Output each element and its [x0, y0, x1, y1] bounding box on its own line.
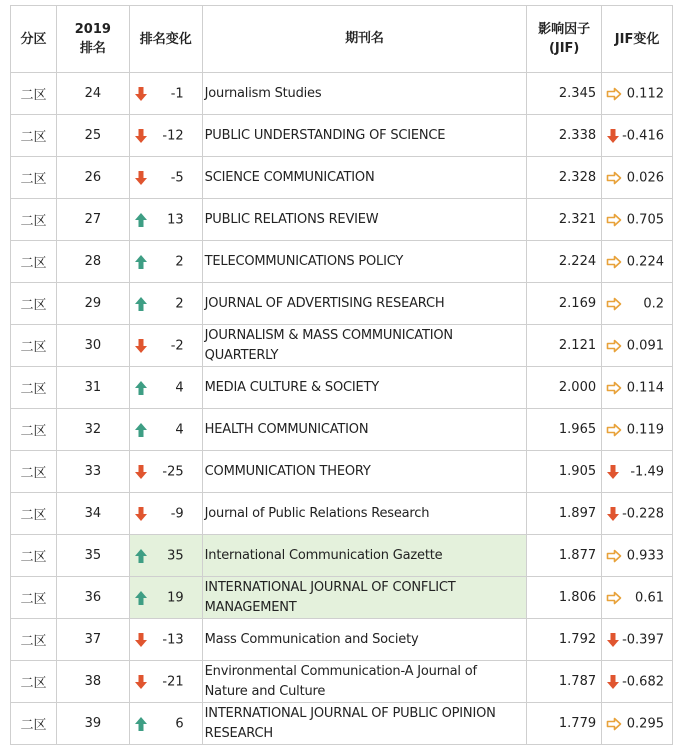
zone-cell: 二区 — [11, 703, 57, 745]
journal-name-line: RESEARCH — [204, 725, 273, 741]
jif-change-cell — [602, 157, 673, 199]
table-row — [11, 115, 673, 157]
jif-change-cell — [602, 661, 673, 703]
rank-cell: 35 — [56, 535, 129, 577]
zone-cell: 二区 — [11, 409, 57, 451]
rank-change-value: 4 — [175, 380, 184, 395]
rank-change-cell — [129, 241, 202, 283]
table-row — [11, 409, 673, 451]
arrow-up-icon — [134, 716, 148, 732]
jif-cell: 2.338 — [527, 115, 602, 157]
rank-change-cell — [129, 661, 202, 703]
jif-change-cell — [602, 199, 673, 241]
rank-cell: 31 — [56, 367, 129, 409]
rank-change-value: 6 — [175, 716, 184, 731]
rank-change-cell — [129, 115, 202, 157]
journal-name-cell — [202, 535, 527, 577]
journal-name-line: INTERNATIONAL JOURNAL OF PUBLIC OPINION — [204, 705, 496, 721]
jif-change-cell — [602, 409, 673, 451]
arrow-right-icon — [606, 549, 622, 563]
rank-change-value: 2 — [175, 254, 184, 269]
rank-change-value: -5 — [170, 170, 184, 185]
rank-change-cell — [129, 535, 202, 577]
jif-cell: 2.328 — [527, 157, 602, 199]
arrow-up-icon — [134, 590, 148, 606]
zone-cell: 二区 — [11, 241, 57, 283]
table-row — [11, 241, 673, 283]
arrow-down-icon — [134, 170, 148, 186]
jif-change-value: 0.091 — [626, 338, 664, 353]
jif-cell: 1.877 — [527, 535, 602, 577]
arrow-right-icon — [606, 213, 622, 227]
arrow-right-icon — [606, 87, 622, 101]
jif-cell: 2.000 — [527, 367, 602, 409]
jif-change-value: 0.224 — [626, 254, 664, 269]
rank-change-value: 13 — [167, 212, 184, 227]
zone-cell: 二区 — [11, 493, 57, 535]
rank-change-cell — [129, 451, 202, 493]
arrow-up-icon — [134, 212, 148, 228]
rank-cell: 26 — [56, 157, 129, 199]
table-row — [11, 619, 673, 661]
rank-cell: 39 — [56, 703, 129, 745]
jif-change-value: 0.61 — [635, 590, 664, 605]
header-journal: 期刊名 — [202, 6, 527, 73]
rank-change-value: 19 — [167, 590, 184, 605]
rank-cell: 27 — [56, 199, 129, 241]
jif-change-cell — [602, 283, 673, 325]
jif-change-cell — [602, 115, 673, 157]
rank-change-value: -21 — [162, 674, 184, 689]
jif-cell: 1.965 — [527, 409, 602, 451]
rank-change-value: 4 — [175, 422, 184, 437]
journal-name-cell — [202, 661, 527, 703]
zone-cell: 二区 — [11, 367, 57, 409]
journal-name-cell — [202, 325, 527, 367]
zone-cell: 二区 — [11, 619, 57, 661]
jif-change-cell — [602, 367, 673, 409]
journal-name-cell — [202, 619, 527, 661]
journal-name-cell — [202, 409, 527, 451]
journal-name-cell — [202, 241, 527, 283]
rank-cell: 33 — [56, 451, 129, 493]
jif-change-value: 0.112 — [626, 86, 664, 101]
rank-cell: 30 — [56, 325, 129, 367]
jif-change-cell — [602, 535, 673, 577]
rank-cell: 29 — [56, 283, 129, 325]
jif-cell: 1.905 — [527, 451, 602, 493]
journal-ranking-table — [10, 5, 673, 745]
jif-cell: 2.121 — [527, 325, 602, 367]
rank-change-value: -25 — [162, 464, 184, 479]
jif-change-value: -0.228 — [622, 506, 664, 521]
jif-change-value: 0.114 — [626, 380, 664, 395]
journal-name-line: COMMUNICATION THEORY — [204, 463, 371, 479]
rank-cell: 38 — [56, 661, 129, 703]
rank-cell: 24 — [56, 73, 129, 115]
table-row — [11, 325, 673, 367]
table-row — [11, 283, 673, 325]
arrow-down-icon — [134, 674, 148, 690]
arrow-right-icon — [606, 717, 622, 731]
rank-change-value: -9 — [170, 506, 184, 521]
journal-name-line: HEALTH COMMUNICATION — [204, 421, 369, 437]
arrow-down-icon — [134, 86, 148, 102]
table-row — [11, 157, 673, 199]
jif-change-cell — [602, 325, 673, 367]
jif-change-value: -0.416 — [622, 128, 664, 143]
rank-change-cell — [129, 283, 202, 325]
arrow-right-icon — [606, 339, 622, 353]
jif-cell: 1.806 — [527, 577, 602, 619]
rank-change-cell — [129, 577, 202, 619]
table-row — [11, 367, 673, 409]
jif-change-value: 0.026 — [626, 170, 664, 185]
header-jif-label: 影响因子 — [538, 22, 591, 37]
jif-change-cell — [602, 703, 673, 745]
rank-change-cell — [129, 73, 202, 115]
journal-name-cell — [202, 115, 527, 157]
arrow-down-icon — [134, 464, 148, 480]
jif-change-value: 0.119 — [626, 422, 664, 437]
journal-name-line: JOURNALISM & MASS COMMUNICATION — [204, 327, 453, 343]
journal-name-line: Mass Communication and Society — [204, 631, 419, 647]
table-row — [11, 535, 673, 577]
rank-change-cell — [129, 409, 202, 451]
rank-cell: 32 — [56, 409, 129, 451]
journal-name-line: Journalism Studies — [204, 85, 322, 101]
zone-cell: 二区 — [11, 73, 57, 115]
header-jif — [527, 6, 602, 73]
zone-cell: 二区 — [11, 283, 57, 325]
journal-name-line: Environmental Communication-A Journal of — [204, 663, 477, 679]
jif-change-value: -0.682 — [622, 674, 664, 689]
table-row — [11, 73, 673, 115]
zone-cell: 二区 — [11, 451, 57, 493]
journal-name-line: MEDIA CULTURE & SOCIETY — [204, 379, 379, 395]
header-rank-year: 2019 — [74, 22, 111, 37]
jif-change-value: 0.933 — [626, 548, 664, 563]
rank-change-value: -13 — [162, 632, 184, 647]
journal-name-line: International Communication Gazette — [204, 547, 443, 563]
rank-change-cell — [129, 157, 202, 199]
journal-name-line: SCIENCE COMMUNICATION — [204, 169, 375, 185]
jif-change-cell — [602, 619, 673, 661]
arrow-up-icon — [134, 380, 148, 396]
jif-cell: 1.787 — [527, 661, 602, 703]
jif-change-value: -1.49 — [630, 464, 664, 479]
zone-cell: 二区 — [11, 577, 57, 619]
journal-name-line: Nature and Culture — [204, 683, 326, 699]
journal-name-line: QUARTERLY — [204, 347, 279, 363]
journal-name-cell — [202, 577, 527, 619]
journal-name-line: INTERNATIONAL JOURNAL OF CONFLICT — [204, 579, 456, 595]
header-rank-label: 排名 — [79, 41, 106, 56]
zone-cell: 二区 — [11, 535, 57, 577]
zone-cell: 二区 — [11, 157, 57, 199]
arrow-down-icon — [134, 338, 148, 354]
rank-cell: 34 — [56, 493, 129, 535]
arrow-right-icon — [606, 591, 622, 605]
arrow-right-icon — [606, 255, 622, 269]
header-jif-change: JIF变化 — [602, 6, 673, 73]
arrow-down-icon — [606, 674, 620, 690]
journal-name-cell — [202, 73, 527, 115]
arrow-down-icon — [606, 632, 620, 648]
arrow-down-icon — [134, 128, 148, 144]
journal-name-cell — [202, 283, 527, 325]
table-row — [11, 703, 673, 745]
journal-name-cell — [202, 703, 527, 745]
header-rank-change: 排名变化 — [129, 6, 202, 73]
rank-cell: 36 — [56, 577, 129, 619]
jif-change-value: 0.705 — [626, 212, 664, 227]
rank-cell: 37 — [56, 619, 129, 661]
rank-change-value: 2 — [175, 296, 184, 311]
header-row — [11, 6, 673, 73]
journal-name-line: PUBLIC UNDERSTANDING OF SCIENCE — [204, 127, 446, 143]
arrow-up-icon — [134, 296, 148, 312]
rank-change-value: -1 — [170, 86, 184, 101]
journal-name-line: JOURNAL OF ADVERTISING RESEARCH — [204, 295, 445, 311]
arrow-up-icon — [134, 254, 148, 270]
arrow-down-icon — [606, 464, 620, 480]
journal-name-cell — [202, 157, 527, 199]
arrow-down-icon — [134, 632, 148, 648]
zone-cell: 二区 — [11, 661, 57, 703]
header-zone: 分区 — [11, 6, 57, 73]
journal-name-line: TELECOMMUNICATIONS POLICY — [204, 253, 404, 269]
table-row — [11, 493, 673, 535]
table-row — [11, 577, 673, 619]
jif-change-value: 0.2 — [643, 296, 664, 311]
rank-change-cell — [129, 367, 202, 409]
arrow-up-icon — [134, 548, 148, 564]
jif-cell: 2.224 — [527, 241, 602, 283]
zone-cell: 二区 — [11, 199, 57, 241]
arrow-down-icon — [134, 506, 148, 522]
journal-name-line: MANAGEMENT — [204, 599, 297, 615]
arrow-right-icon — [606, 423, 622, 437]
journal-name-cell — [202, 493, 527, 535]
zone-cell: 二区 — [11, 115, 57, 157]
arrow-down-icon — [606, 128, 620, 144]
arrow-right-icon — [606, 381, 622, 395]
rank-cell: 25 — [56, 115, 129, 157]
journal-name-line: PUBLIC RELATIONS REVIEW — [204, 211, 379, 227]
jif-change-cell — [602, 451, 673, 493]
journal-name-cell — [202, 367, 527, 409]
rank-change-cell — [129, 493, 202, 535]
jif-cell: 1.779 — [527, 703, 602, 745]
rank-change-value: -12 — [162, 128, 184, 143]
jif-cell: 2.169 — [527, 283, 602, 325]
table-row — [11, 451, 673, 493]
jif-cell: 1.792 — [527, 619, 602, 661]
rank-change-cell — [129, 619, 202, 661]
header-rank — [56, 6, 129, 73]
jif-change-cell — [602, 493, 673, 535]
rank-cell: 28 — [56, 241, 129, 283]
jif-cell: 2.321 — [527, 199, 602, 241]
arrow-up-icon — [134, 422, 148, 438]
journal-name-cell — [202, 199, 527, 241]
jif-cell: 2.345 — [527, 73, 602, 115]
arrow-down-icon — [606, 506, 620, 522]
rank-change-cell — [129, 199, 202, 241]
jif-change-value: 0.295 — [626, 716, 664, 731]
journal-name-line: Journal of Public Relations Research — [204, 505, 430, 521]
rank-change-cell — [129, 703, 202, 745]
rank-change-value: -2 — [170, 338, 184, 353]
jif-change-value: -0.397 — [622, 632, 664, 647]
rank-change-cell — [129, 325, 202, 367]
jif-change-cell — [602, 241, 673, 283]
arrow-right-icon — [606, 171, 622, 185]
jif-cell: 1.897 — [527, 493, 602, 535]
header-jif-abbr: (JIF) — [548, 41, 580, 56]
rank-change-value: 35 — [167, 548, 184, 563]
table-row — [11, 661, 673, 703]
table-row — [11, 199, 673, 241]
jif-change-cell — [602, 577, 673, 619]
arrow-right-icon — [606, 297, 622, 311]
journal-name-cell — [202, 451, 527, 493]
jif-change-cell — [602, 73, 673, 115]
zone-cell: 二区 — [11, 325, 57, 367]
